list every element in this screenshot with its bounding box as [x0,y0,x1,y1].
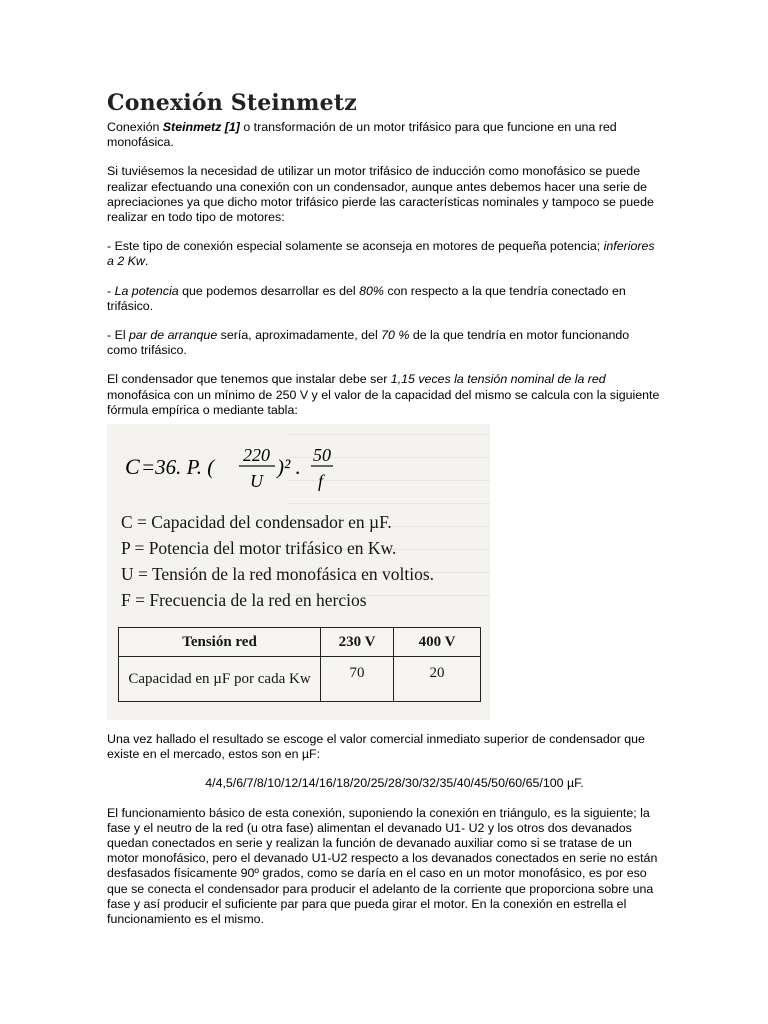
intro-link[interactable]: Steinmetz [1] [162,120,240,134]
bullet-small-power [107,239,662,269]
intro-paragraph [107,120,662,150]
after-table-paragraph: Una vez hallado el resultado se escoge el valor comercial inmediato superior de condensador que existe en el mercado, estos son en µF: [107,732,645,762]
formula-num1: 220 [243,445,270,466]
bullet1-end: . [144,254,149,269]
bullet3-text3: de la que tendría en motor funcionando como trifásico. [107,328,630,358]
bullet2-text2: con respecto a la que tendría conectado en trifásico. [107,283,626,313]
formula-den2: f [318,471,324,492]
scanned-formula-image [107,424,490,720]
variable-p: P = Potencia del motor trifásico en Kw. [121,538,397,559]
table-cell: 70 [321,657,394,702]
formula-variable-list [121,509,434,613]
document-page [107,90,662,941]
capacitor-values-line: 4/4,5/6/7/8/10/12/14/16/18/20/25/28/30/32/35/40/45/50/60/65/100 µF. [205,776,584,791]
bullet3-text2: sería, aproximadamente, del [217,328,382,343]
capacitor-text1: El condensador que tenemos que instalar debe ser [107,372,391,387]
capacitor-italic: 1,15 veces la tensión nominal de la red [390,372,606,387]
table-cell: Capacidad en µF por cada Kw [119,657,321,702]
intro-prefix: Conexión [107,120,163,134]
table-header-cell: 230 V [321,628,394,657]
bullet2-dash: - [107,283,115,298]
bullet-torque [107,328,662,358]
variable-c: C = Capacidad del condensador en µF. [121,512,392,533]
bullet1-text: - Este tipo de conexión especial solamente se aconseja en motores de pequeña potencia; [107,239,604,254]
bullet-power [107,284,662,314]
bullet2-italic1: La potencia [114,283,179,298]
capacitance-formula [125,438,405,494]
capacitance-table [118,627,481,702]
bullet3-italic1: par de arranque [129,328,218,343]
table-cell: 20 [394,657,481,702]
intro-suffix: o transformación de un motor trifásico para que funcione en una red monofásica. [107,120,617,150]
bullet1-italic: inferiores a 2 Kw [107,239,655,269]
capacitor-paragraph [107,372,662,418]
formula-lhs: C [125,454,140,480]
bullet3-italic2: 70 % [381,328,410,343]
formula-sq: )² . [277,455,301,480]
table-header-row [119,628,481,657]
formula-den1: U [250,471,263,492]
final-paragraph: El funcionamiento básico de esta conexión, suponiendo la conexión en triángulo, es la siguiente; la fase y el neutro de la red (u otra fase) alimentan el devanado U1- U2 y los otros dos devanados quedan conectados en serie y realizan la función de devanado auxiliar como si se tratase de un motor monofásico, pero el devanado U1-U2 respecto a los devanados conectados en serie no están desfasados físicamente 90º grados, como se daría en el caso en un motor monofásico, es por eso que se conecta el condensador para producir el adelanto de la corriente que proporciona sobre una fase y así producir el suficiente par para que pueda girar el motor. En la conexión en estrella el funcionamiento es el mismo. [107,805,658,927]
table-header-cell: Tensión red [119,628,321,657]
table-row [119,657,481,702]
need-paragraph: Si tuviésemos la necesidad de utilizar un motor trifásico de inducción como monofásico se puede realizar efectuando una conexión con un condensador, aunque antes debemos hacer una serie de apreciaciones ya que dicho motor trifásico pierde las características nominales y tampoco se puede realizar en todo tipo de motores: [107,164,654,225]
table-header-cell: 400 V [394,628,481,657]
variable-f: F = Frecuencia de la red en hercios [121,590,367,611]
variable-u: U = Tensión de la red monofásica en voltios. [121,564,435,585]
capacitor-text2: monofásica con un mínimo de 250 V y el valor de la capacidad del mismo se calcula con la siguiente fórmula empírica o mediante tabla: [107,387,660,417]
page-title: Conexión Steinmetz [107,90,357,116]
bullet3-text1: - El [107,328,130,343]
formula-eq: =36. P. ( [141,455,215,480]
bullet2-text1: que podemos desarrollar es del [178,283,360,298]
formula-num2: 50 [313,445,331,466]
bullet2-italic2: 80% [359,283,384,298]
